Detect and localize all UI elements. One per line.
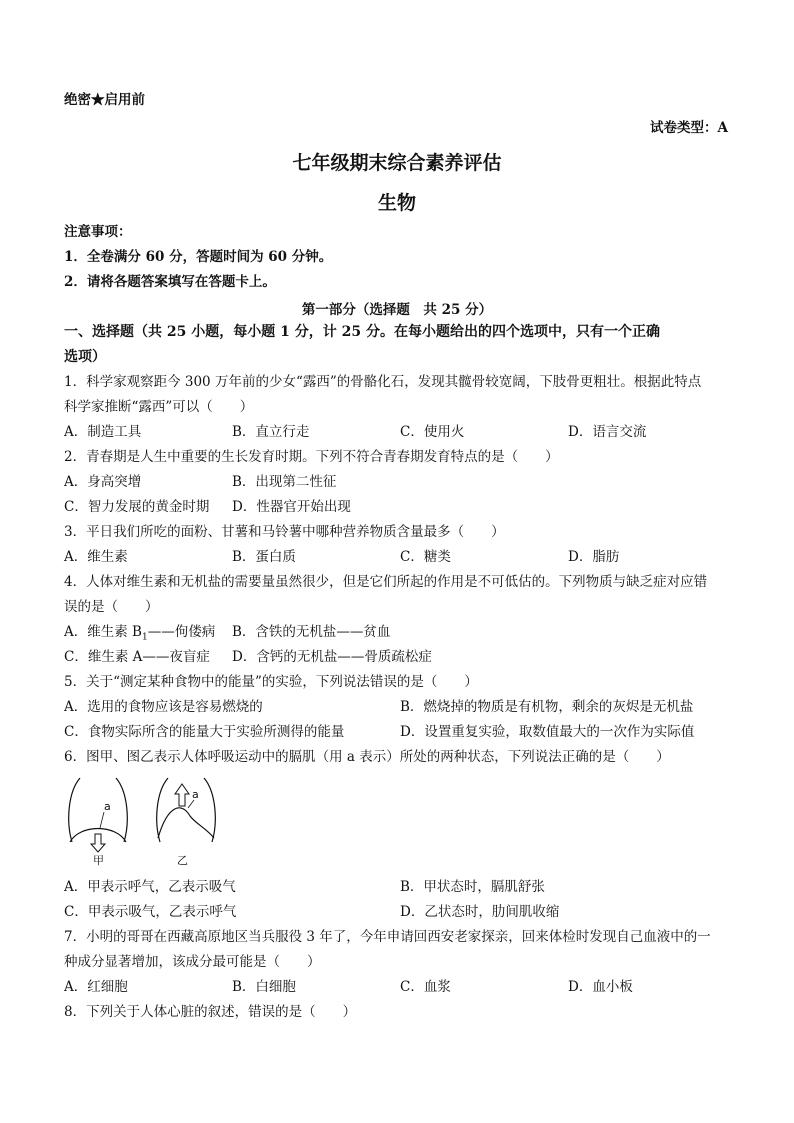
dash: — (147, 624, 162, 640)
question-stem: 4．人体对维生素和无机盐的需要量虽然很少，但是它们所起的作用是不可低估的。下列物质与缺乏症对应错 (64, 574, 708, 590)
option-c: C．血浆 (400, 979, 451, 995)
question-stem: 5．关于“测定某种食物中的能量”的实验，下列说法错误的是（ ） (64, 674, 478, 690)
subscript: 1 (141, 632, 148, 643)
option-c: C．糖类 (400, 549, 451, 565)
option-b: B．燃烧掉的物质是有机物，剩余的灰烬是无机盐 (400, 699, 694, 715)
option-a: A．选用的食物应该是容易燃烧的 (64, 699, 263, 715)
option-b: B．含铁的无机盐——贫血 (232, 624, 391, 640)
question-stem-cont: 科学家推断“露西”可以（ ） (64, 399, 254, 415)
option-d: D．含钙的无机盐——骨质疏松症 (232, 649, 432, 665)
option-a: A．甲表示呼气，乙表示吸气 (64, 879, 236, 895)
question-stem-cont: 种成分显著增加，该成分最可能是（ ） (64, 954, 321, 970)
option-d: D．血小板 (568, 979, 633, 995)
option-b: B．白细胞 (232, 979, 296, 995)
option-a: A．身高突增 (64, 474, 142, 490)
notes-heading: 注意事项： (64, 224, 132, 240)
figure-yi (157, 778, 216, 867)
confidential-label: 绝密★启用前 (64, 92, 145, 108)
exam-title: 七年级期末综合素养评估 (292, 152, 502, 174)
question-stem: 1．科学家观察距今 300 万年前的少女“露西”的骨骼化石，发现其髋骨较宽阔，下肢骨更粗壮。根据此特点 (64, 374, 702, 390)
question-stem: 2．青春期是人生中重要的生长发育时期。下列不符合青春期发育特点的是（ ） (64, 449, 559, 465)
question-stem-cont: 误的是（ ） (64, 599, 159, 615)
option-d: D．设置重复实验，取数值最大的一次作为实际值 (400, 724, 695, 740)
option-b: B．直立行走 (232, 424, 310, 440)
paper-type-label: 试卷类型：A (650, 120, 728, 136)
option-c: C．维生素 A——夜盲症 (64, 649, 210, 665)
label-a: a (192, 788, 199, 801)
label-jia: 甲 (93, 854, 104, 867)
option-c: C．智力发展的黄金时期 (64, 499, 210, 515)
option-a: A．制造工具 (64, 424, 142, 440)
note-item: 2．请将各题答案填写在答题卡上。 (64, 274, 276, 290)
option-d: D．语言交流 (568, 424, 647, 440)
option-a-text: A．维生素 B (64, 624, 142, 640)
option-b: B．甲状态时，膈肌舒张 (400, 879, 545, 895)
option-a (64, 623, 215, 647)
question-stem: 3．平日我们所吃的面粉、甘薯和马铃薯中哪种营养物质含量最多（ ） (64, 524, 505, 540)
figure-jia (69, 778, 128, 867)
option-c: C．甲表示吸气，乙表示呼气 (64, 904, 237, 920)
option-a: A．红细胞 (64, 979, 128, 995)
option-d: D．乙状态时，肋间肌收缩 (400, 904, 560, 920)
option-b: B．出现第二性征 (232, 474, 337, 490)
question-stem: 7．小明的哥哥在西藏高原地区当兵服役 3 年了，今年申请回西安老家探亲，回来体检时发现自己血液中的一 (64, 929, 711, 945)
section-heading: 一、选择题（共 25 小题，每小题 1 分，计 25 分。在每小题给出的四个选项中，只有一个正确 (64, 324, 660, 340)
diaphragm-figure (60, 772, 220, 868)
question-stem: 8．下列关于人体心脏的叙述，错误的是（ ） (64, 1004, 357, 1020)
option-c: C．使用火 (400, 424, 465, 440)
option-d: D．性器官开始出现 (232, 499, 351, 515)
option-a: A．维生素 (64, 549, 128, 565)
subject-title: 生物 (377, 192, 416, 214)
label-a: a (104, 800, 111, 813)
label-yi: 乙 (177, 854, 188, 867)
option-d: D．脂肪 (568, 549, 620, 565)
part-heading: 第一部分（选择题 共 25 分） (301, 302, 493, 318)
option-b: B．蛋白质 (232, 549, 296, 565)
question-stem: 6．图甲、图乙表示人体呼吸运动中的膈肌（用 a 表示）所处的两种状态，下列说法正确的是（ ） (64, 749, 670, 765)
option-a-text-cont: —佝偻病 (161, 624, 216, 640)
note-item: 1．全卷满分 60 分，答题时间为 60 分钟。 (64, 249, 333, 265)
option-c: C．食物实际所含的能量大于实验所测得的能量 (64, 724, 345, 740)
section-heading-cont: 选项） (64, 349, 106, 365)
